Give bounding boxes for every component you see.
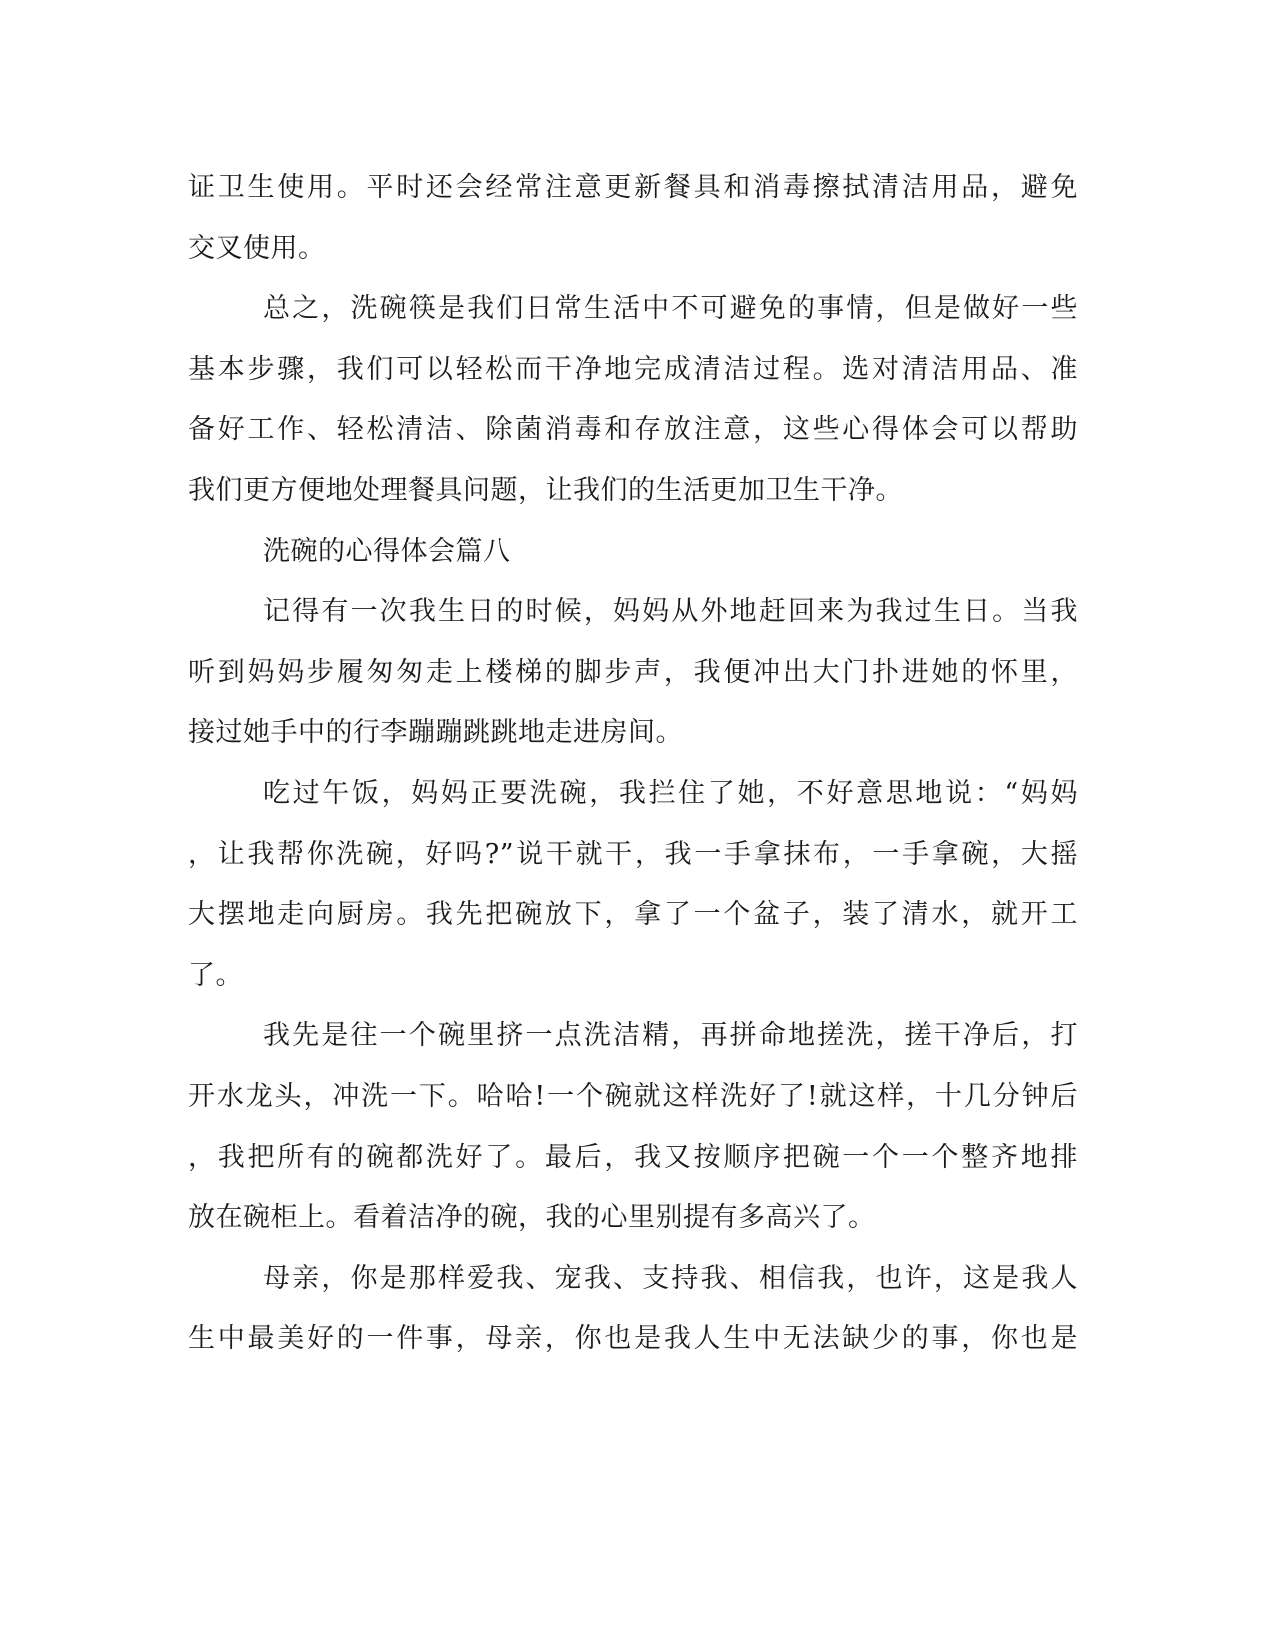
text-line: 了。 [188, 959, 243, 991]
text-line: 交叉使用。 [188, 232, 326, 264]
text-line: 记得有一次我生日的时候，妈妈从外地赶回来为我过生日。当我 [263, 596, 1078, 628]
text-line: 基本步骤，我们可以轻松而干净地完成清洁过程。选对清洁用品、准 [188, 353, 1078, 385]
text-line: 听到妈妈步履匆匆走上楼梯的脚步声，我便冲出大门扑进她的怀里， [188, 656, 1078, 688]
text-line: 接过她手中的行李蹦蹦跳跳地走进房间。 [188, 717, 683, 749]
text-line: ，让我帮你洗碗，好吗?”说干就干，我一手拿抹布，一手拿碗，大摇 [188, 838, 1078, 870]
text-line: 生中最美好的一件事，母亲，你也是我人生中无法缺少的事，你也是 [188, 1323, 1078, 1355]
text-line: 母亲，你是那样爱我、宠我、支持我、相信我，也许，这是我人 [263, 1262, 1078, 1294]
text-line: 我先是往一个碗里挤一点洗洁精，再拼命地搓洗，搓干净后，打 [263, 1020, 1078, 1052]
text-line: 放在碗柜上。看着洁净的碗，我的心里别提有多高兴了。 [188, 1202, 876, 1234]
text-line: 吃过午饭，妈妈正要洗碗，我拦住了她，不好意思地说：“妈妈 [263, 777, 1078, 809]
text-line: 总之，洗碗筷是我们日常生活中不可避免的事情，但是做好一些 [263, 293, 1078, 325]
text-line: 大摆地走向厨房。我先把碗放下，拿了一个盆子，装了清水，就开工 [188, 899, 1078, 931]
section-heading: 洗碗的心得体会篇八 [263, 535, 511, 567]
document-body [188, 158, 1078, 1370]
text-line: 我们更方便地处理餐具问题，让我们的生活更加卫生干净。 [188, 474, 903, 506]
text-line: ，我把所有的碗都洗好了。最后，我又按顺序把碗一个一个整齐地排 [188, 1141, 1078, 1173]
text-line: 证卫生使用。平时还会经常注意更新餐具和消毒擦拭清洁用品，避免 [188, 172, 1078, 203]
text-line: 备好工作、轻松清洁、除菌消毒和存放注意，这些心得体会可以帮助 [188, 414, 1078, 446]
text-line: 开水龙头，冲洗一下。哈哈!一个碗就这样洗好了!就这样，十几分钟后 [188, 1080, 1078, 1112]
